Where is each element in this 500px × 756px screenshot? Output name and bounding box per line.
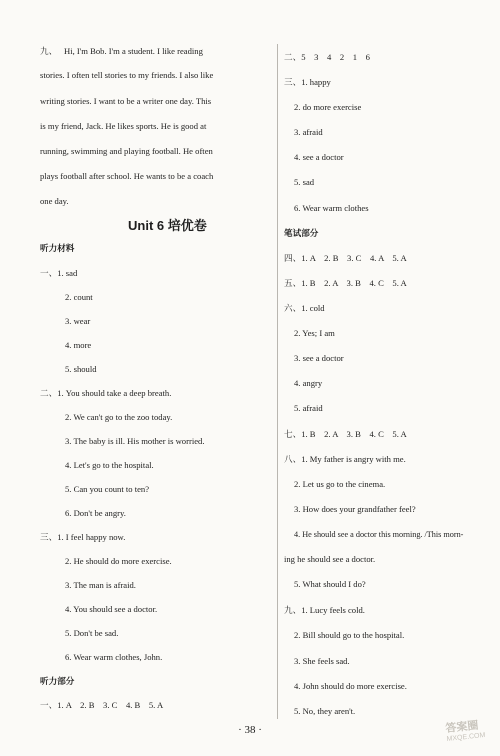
answer-line: 六、1. cold [284,303,325,313]
answer-line: 5. Can you count to ten? [65,484,150,494]
answer-line: 3. see a doctor [294,353,344,363]
section-header-listening-part: 听力部分 [40,676,75,686]
watermark-logo [445,720,486,744]
answer-line: 3. The man is afraid. [65,580,136,590]
answer-line: 七、1. B 2. A 3. B 4. C 5. A [284,429,407,439]
answer-line: 4. angry [294,378,323,388]
para-line: stories. I often tell stories to my friends. I also like [40,70,214,80]
answer-line: 4. more [65,340,92,350]
para-prefix: 九、 [40,46,58,56]
answer-line: 2. He should do more exercise. [65,556,172,566]
answer-line: 4. He should see a doctor this morning. /This morn- [294,530,464,539]
answer-line: 三、1. I feel happy now. [40,532,126,542]
answer-line: 一、1. A 2. B 3. C 4. B 5. A [40,700,164,710]
answer-line: 6. Don't be angry. [65,508,126,518]
answer-line: 4. You should see a doctor. [65,604,158,614]
answer-line: 2. Let us go to the cinema. [294,479,386,489]
para-line: plays football after school. He wants to be a coach [40,171,214,181]
answer-line: 5. sad [294,177,315,187]
column-divider [277,44,278,719]
answer-line: 6. Wear warm clothes, John. [65,652,163,662]
answer-line: 八、1. My father is angry with me. [284,454,406,464]
answer-line: 2. Yes; I am [294,328,335,338]
answer-line: 二、1. You should take a deep breath. [40,388,172,398]
answer-line: 4. Let's go to the hospital. [65,460,154,470]
answer-line: 3. The baby is ill. His mother is worried. [65,436,205,446]
answer-line: 四、1. A 2. B 3. C 4. A 5. A [284,253,407,263]
section-header-written-part: 笔试部分 [284,228,319,238]
answer-line: 5. should [65,364,97,374]
answer-line: 6. Wear warm clothes [294,203,369,213]
answer-line: 4. John should do more exercise. [294,681,407,691]
answer-line: 五、1. B 2. A 3. B 4. C 5. A [284,278,407,288]
unit-title: Unit 6 培优卷 [128,218,207,233]
para-line: is my friend, Jack. He likes sports. He is good at [40,121,207,131]
page-number: · 38 · [238,724,262,736]
answer-line: 一、1. sad [40,268,78,278]
section-header-listening-material: 听力材料 [40,243,75,253]
answer-line: 5. No, they aren't. [294,706,356,716]
answer-line: 2. Bill should go to the hospital. [294,630,405,640]
answer-line: 九、1. Lucy feels cold. [284,605,365,615]
para-line: Hi, I'm Bob. I'm a student. I like reading [64,46,203,56]
answer-line: 2. count [65,292,93,302]
para-line: one day. [40,196,69,206]
answer-line: 3. afraid [294,127,323,137]
answer-line: 2. We can't go to the zoo today. [65,412,173,422]
answer-line: 5. afraid [294,403,323,413]
answer-line: 5. What should I do? [294,579,366,589]
answer-line: 5. Don't be sad. [65,628,119,638]
para-line: writing stories. I want to be a writer one day. This [40,96,212,106]
watermark-text: 答案圈 [444,719,480,736]
answer-line: 3. wear [65,316,91,326]
answer-line: 3. She feels sad. [294,656,350,666]
answer-line: 3. How does your grandfather feel? [294,504,416,514]
answer-line: 4. see a doctor [294,152,344,162]
watermark-url: MXQE.COM [446,731,486,743]
para-line: running, swimming and playing football. He often [40,146,213,156]
answer-line: 2. do more exercise [294,102,362,112]
answer-line: 三、1. happy [284,77,331,87]
answer-line: 二、5 3 4 2 1 6 [284,52,370,62]
answer-line: ing he should see a doctor. [284,554,376,564]
